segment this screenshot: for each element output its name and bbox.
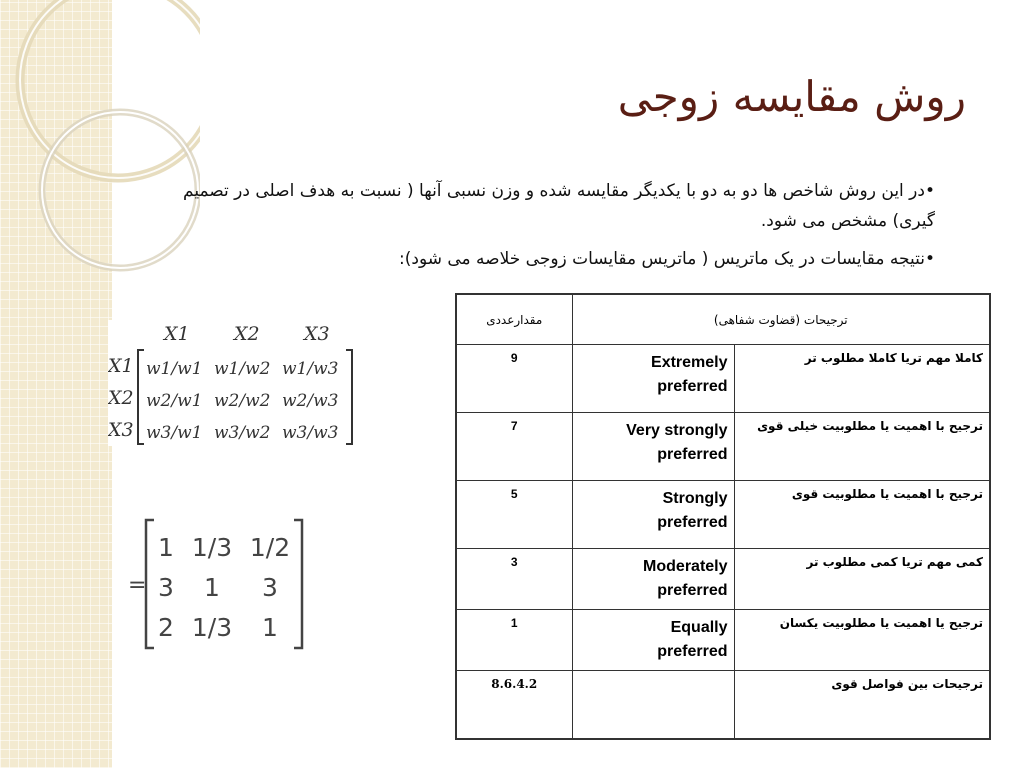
cell-value: 5 — [456, 481, 572, 549]
matrix-cell: w1/w3 — [282, 359, 339, 379]
bullet-1: •در این روش شاخص ها دو به دو با یکدیگر مقایسه شده و وزن نسبی آنها ( نسبت به هدف اصلی در تصمیم گیری) مشخص می شود. — [183, 181, 935, 231]
cell-preference-en — [572, 481, 734, 549]
bullet-list — [178, 176, 935, 282]
matrix-cell: w3/w1 — [146, 423, 203, 443]
matrix-cell: w2/w2 — [214, 391, 271, 411]
matrix-col-header: X3 — [304, 323, 330, 345]
en-line-2: preferred — [657, 378, 728, 395]
en-line-2: preferred — [657, 446, 728, 463]
table-row — [456, 345, 990, 413]
en-line-1: Equally — [670, 619, 728, 636]
en-line-2: preferred — [657, 643, 728, 660]
matrix-equals-sign: = — [128, 573, 147, 598]
cell-preference-en — [572, 610, 734, 671]
cell-preference-fa: ترجیحات بین فواصل قوی — [734, 671, 990, 739]
header-value: مقدارعددی — [456, 294, 572, 345]
cell-value: 9 — [456, 345, 572, 413]
matrix-cell: 1 — [158, 533, 174, 562]
matrix-cell: 1 — [204, 573, 220, 602]
en-line-1: Strongly — [662, 490, 728, 507]
en-line-1: Very strongly — [626, 422, 728, 439]
matrix-cell: 2 — [158, 613, 174, 642]
symbolic-comparison-matrix — [108, 320, 358, 446]
cell-value: 3 — [456, 549, 572, 610]
matrix-cell: w2/w1 — [146, 391, 203, 411]
preference-scale-table — [455, 293, 991, 740]
cell-preference-en — [572, 671, 734, 739]
matrix-cell: 1/2 — [249, 533, 291, 562]
matrix-cell: 3 — [262, 573, 278, 602]
cell-preference-fa: کمی مهم تریا کمی مطلوب تر — [734, 549, 990, 610]
matrix-cell: 1 — [262, 613, 278, 642]
table-row — [456, 549, 990, 610]
matrix-cell: w1/w1 — [146, 359, 203, 379]
matrix-cell: 3 — [158, 573, 174, 602]
en-line-1: Moderately — [643, 558, 728, 575]
matrix-cell: w2/w3 — [282, 391, 339, 411]
matrix-col-header: X1 — [164, 323, 190, 345]
table-row — [456, 481, 990, 549]
decorative-circles — [0, 0, 200, 330]
en-line-2: preferred — [657, 514, 728, 531]
table-row — [456, 671, 990, 739]
cell-value: 8.6.4.2 — [456, 671, 572, 739]
cell-preference-en — [572, 549, 734, 610]
bullet-2: •نتیجه مقایسات در یک ماتریس ( ماتریس مقایسات زوجی خلاصه می شود): — [399, 249, 935, 269]
matrix-col-header: X2 — [234, 323, 260, 345]
matrix-row-header: X1 — [108, 355, 134, 377]
numeric-comparison-matrix — [128, 514, 308, 654]
matrix-cell: 1/3 — [191, 613, 233, 642]
table-header-row — [456, 294, 990, 345]
matrix-cell: w1/w2 — [214, 359, 271, 379]
en-line-1: Extremely — [651, 354, 728, 371]
header-preference: ترجیحات (قضاوت شفاهی) — [572, 294, 990, 345]
matrix-row-header: X3 — [108, 419, 134, 441]
en-line-2: preferred — [657, 582, 728, 599]
matrix-cell: w3/w2 — [214, 423, 271, 443]
matrix-cell: 1/3 — [191, 533, 233, 562]
matrix-cell: w3/w3 — [282, 423, 339, 443]
cell-value: 7 — [456, 413, 572, 481]
cell-preference-fa: ترجیح با اهمیت یا مطلوبیت قوی — [734, 481, 990, 549]
table-row — [456, 413, 990, 481]
cell-preference-fa: کاملا مهم تریا کاملا مطلوب تر — [734, 345, 990, 413]
cell-preference-en — [572, 345, 734, 413]
cell-preference-fa: ترجیح با اهمیت یا مطلوبیت خیلی قوی — [734, 413, 990, 481]
cell-preference-fa: ترجیح یا اهمیت یا مطلوبیت یکسان — [734, 610, 990, 671]
cell-value: 1 — [456, 610, 572, 671]
slide-title: روش مقایسه زوجی — [617, 72, 966, 121]
cell-preference-en — [572, 413, 734, 481]
matrix-row-header: X2 — [108, 387, 134, 409]
table-row — [456, 610, 990, 671]
